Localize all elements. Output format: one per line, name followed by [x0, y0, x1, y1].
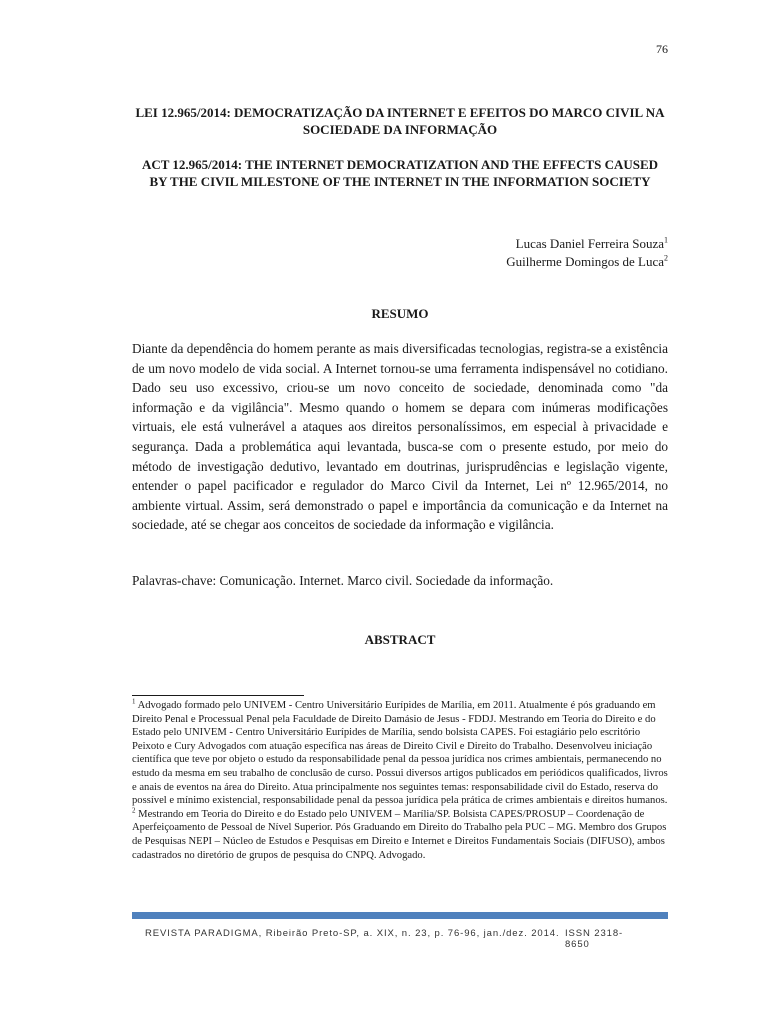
resumo-heading: RESUMO — [371, 306, 429, 321]
journal-citation: REVISTA PARADIGMA, Ribeirão Preto-SP, a. XIX, n. 23, p. 76-96, jan./dez. 2014. — [145, 928, 560, 939]
author-2-name: Guilherme Domingos de Luca — [506, 254, 664, 269]
author-1-name: Lucas Daniel Ferreira Souza — [515, 236, 664, 251]
title-block — [132, 104, 668, 190]
footnote-2 — [132, 808, 668, 862]
footnote-1-text: Advogado formado pelo UNIVEM - Centro Universitário Eurípides de Marília, em 2011. Atualmente é pós graduando em Direito Penal e Processual Penal pela Faculdade de Direito Damásio de Jesus - FDDJ. Mestrando em Teoria do Direito e do Estado pelo UNIVEM - Centro Universitário Eurípides de Marília, sendo bolsista CAPES. Foi estagiário pelo escritório Peixoto e Cury Advogados com atuação específica nas áreas de Direito Civil e Direito do Trabalho. Desenvolveu iniciação científica que teve por objeto o estudo da responsabilidade penal da pessoa jurídica nos crimes ambientais, permanecendo no estudo da mesma em seu trabalho de conclusão de curso. Possui diversos artigos publicados em periódicos qualificados, livros e anais de eventos na área do Direito. Atua principalmente nos seguintes temas: responsabilidade civil do Estado, reserva do possível e mínimo existencial, responsabilidade penal da pessoa jurídica pela prática de crimes ambientais e direitos humanos. — [132, 700, 668, 807]
footnote-1-mark: 1 — [132, 697, 136, 706]
title-english: ACT 12.965/2014: THE INTERNET DEMOCRATIZATION AND THE EFFECTS CAUSED BY THE CIVIL MILESTONE OF THE INTERNET IN THE INFORMATION SOCIETY — [141, 157, 659, 189]
abstract-heading: ABSTRACT — [364, 632, 436, 647]
author-1-footnote-mark[interactable]: 1 — [664, 235, 668, 245]
resumo-body: Diante da dependência do homem perante as mais diversificadas tecnologias, registra-se a existência de um novo modelo de vida social. A Internet tornou-se uma ferramenta indispensável no cotidiano. Dado seu uso excessivo, criou-se um novo conceito de sociedade, denominada como "da informação e da vigilância". Mesmo quando o homem se depara com inúmeras modificações virtuais, ele está vulnerável a ataques aos direitos personalíssimos, em especial à privacidade e segurança. Dada a problemática aqui levantada, busca-se com o presente estudo, por meio do método de investigação dedutivo, levantado em doutrinas, jurisprudências e legislação vigente, entender o papel pacificador e regulador do Marco Civil da Internet, Lei nº 12.965/2014, no ambiente virtual. Assim, será demonstrado o papel e importância da comunicação e da Internet na sociedade, até se chegar aos conceitos de sociedade da informação e vigilância. — [132, 341, 668, 533]
issn: ISSN 2318-8650 — [565, 928, 624, 950]
page-number: 76 — [656, 42, 668, 56]
footnote-2-mark: 2 — [132, 806, 136, 815]
footnote-1 — [132, 699, 668, 808]
footnote-2-text: Mestrando em Teoria do Direito e do Estado pelo UNIVEM – Marília/SP. Bolsista CAPES/PROSUP – Coordenação de Aperfeiçoamento de Pessoal de Nível Superior. Pós Graduando em Direito do Trabalho pela PUC – MG. Membro dos Grupos de Pesquisas NEPI – Núcleo de Estudos e Pesquisas em Direito e Internet e Direitos Fundamentais Sociais (DIFUSO), ambos cadastrados no diretório de grupos de pesquisa do CNPQ. Advogado. — [132, 808, 667, 861]
footer-bar — [132, 912, 668, 919]
author-1 — [380, 235, 668, 253]
footnote-divider — [132, 695, 304, 696]
author-2 — [380, 253, 668, 271]
author-2-footnote-mark[interactable]: 2 — [664, 253, 668, 263]
footnotes — [132, 699, 668, 862]
footer — [145, 928, 645, 950]
keywords: Palavras-chave: Comunicação. Internet. Marco civil. Sociedade da informação. — [132, 573, 554, 588]
title-portuguese: LEI 12.965/2014: DEMOCRATIZAÇÃO DA INTERNET E EFEITOS DO MARCO CIVIL NA SOCIEDADE DA INFORMAÇÃO — [135, 105, 665, 137]
author-list — [380, 235, 668, 271]
